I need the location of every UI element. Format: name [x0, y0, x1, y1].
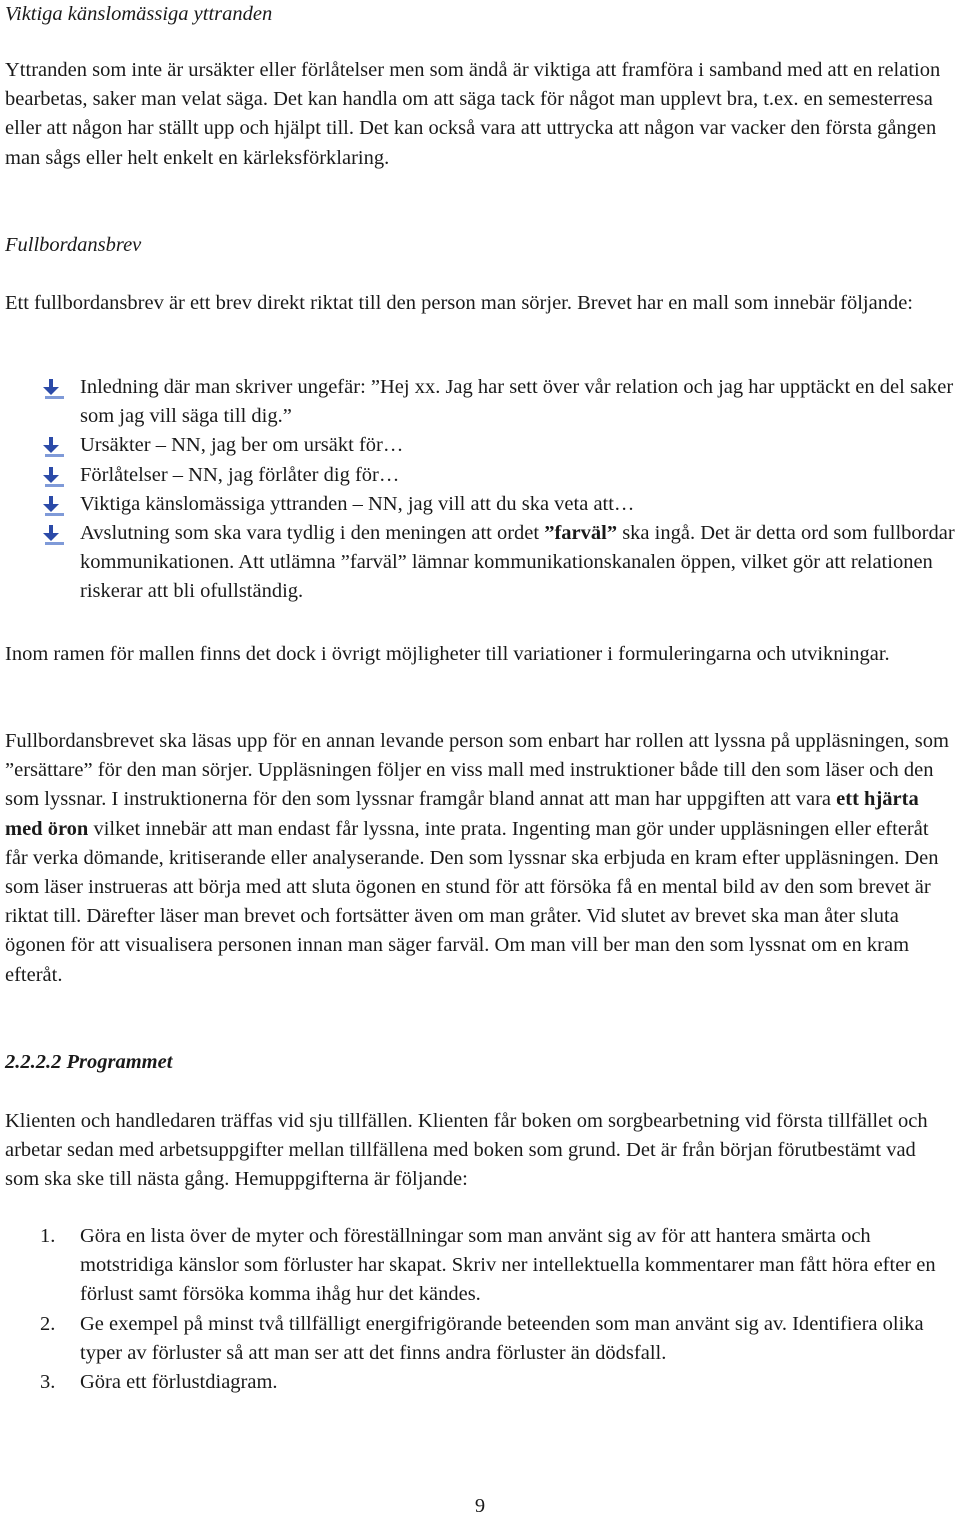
- list-item: [0, 461, 960, 490]
- paragraph-letter-intro: Ett fullbordansbrev är ett brev direkt riktat till den person man sörjer. Brevet har en mall som innebär följande:: [5, 292, 913, 314]
- paragraph-reading: [5, 727, 955, 990]
- list-number: 2.: [40, 1312, 56, 1335]
- blue-arrow-bullet-icon: [42, 379, 66, 399]
- bullet-text-before: Avslutning som ska vara tydlig i den meningen att ordet: [80, 522, 545, 545]
- task-text: Ge exempel på minst två tillfälligt energifrigörande beteenden som man använt sig av. Identifiera olika typer av förluster så att man ser att det finns andra förluster än dödsfall.: [80, 1312, 924, 1364]
- blue-arrow-bullet-icon: [42, 467, 66, 487]
- paragraph-emotional: Yttranden som inte är ursäkter eller förlåtelser men som ändå är viktiga att framföra i samband med att en relation bearbetas, saker man velat säga. Det kan handla om att säga tack för något man upplevt bra, t.ex. en semesterresa eller att någon har ställt upp och hjälpt till. Det kan också vara att uttrycka att någon var vacker den första gången man sågs eller helt enkelt en kärleksförklaring.: [5, 59, 941, 169]
- section-heading-letter: Fullbordansbrev: [5, 234, 142, 256]
- bullet-text-after: ska ingå. Det är detta ord som fullbordar kommunikationen. Att utlämna ”farväl” lämnar kommunikationskanalen öppen, vilket gör att relationen riskerar att bli ofullständig.: [80, 522, 955, 603]
- blue-arrow-bullet-icon: [42, 496, 66, 516]
- blue-arrow-bullet-icon: [42, 525, 66, 545]
- list-item: [0, 519, 960, 607]
- blue-arrow-bullet-icon: [42, 437, 66, 457]
- homework-list: [0, 1222, 960, 1397]
- page-number: 9: [474, 1495, 486, 1517]
- reading-text-after: vilket innebär att man endast får lyssna, inte prata. Ingenting man gör under uppläsningen eller efteråt får verka dömande, kritiserande eller analyserande. Den som lyssnar ska erbjuda en kram efter uppläsningen. Den som läser instrueras att börja med att sluta ögonen en stund för att försöka få en mental bild av den som brevet är riktat till. Därefter läser man brevet och fortsätter även om man gråter. Vid slutet av brevet ska man åter sluta ögonen för att visualisera personen innan man säger farväl. Om man vill ber man den som lyssnat om en kram efteråt.: [5, 817, 939, 986]
- list-item: [0, 373, 960, 431]
- task-text: Göra en lista över de myter och föreställningar som man använt sig av för att hantera smärta och motstridiga känslor som förluster har skapat. Skriv ner intellektuella kommentarer man fått höra efter en förlust samt försöka komma ihåg hur det kändes.: [80, 1225, 936, 1306]
- bullet-text-bold: ”farväl”: [544, 522, 618, 545]
- paragraph-program: Klienten och handledaren träffas vid sju tillfällen. Klienten får boken om sorgbearbetning vid första tillfället och arbetar sedan med arbetsuppgifter mellan tillfällena med boken som grund. Det är från början förutbestämt vad som ska ske till nästa gång. Hemuppgifterna är följande:: [5, 1110, 928, 1191]
- bullet-text: Inledning där man skriver ungefär: ”Hej xx. Jag har sett över vår relation och jag har upptäckt en del saker som jag vill säga till dig.”: [80, 376, 954, 428]
- section-heading-emotional: Viktiga känslomässiga yttranden: [5, 3, 273, 25]
- list-number: 1.: [40, 1225, 56, 1247]
- task-text: Göra ett förlustdiagram.: [80, 1371, 278, 1394]
- list-item: [0, 1222, 960, 1310]
- template-bullet-list: [0, 373, 960, 607]
- section-heading-program: 2.2.2.2 Programmet: [5, 1051, 173, 1073]
- list-item: [0, 1368, 960, 1397]
- reading-text-bold: ett hjärta med öron: [5, 788, 919, 840]
- bullet-text: Viktiga känslomässiga yttranden – NN, jag vill att du ska veta att…: [80, 492, 635, 515]
- list-number: 3.: [40, 1371, 56, 1394]
- paragraph-variation: Inom ramen för mallen finns det dock i övrigt möjligheter till variationer i formuleringarna och utvikningar.: [5, 643, 890, 665]
- list-item: [0, 490, 960, 519]
- list-item: [0, 1310, 960, 1368]
- reading-text-before: Fullbordansbrevet ska läsas upp för en annan levande person som enbart har rollen att lyssna på uppläsningen, som ”ersättare” för den man sörjer. Uppläsningen följer en viss mall med instruktioner både till den som läser och den som lyssnar. I instruktionerna för den som lyssnar framgår bland annat att man har uppgiften att vara: [5, 730, 949, 811]
- list-item: [0, 431, 960, 460]
- bullet-text: Ursäkter – NN, jag ber om ursäkt för…: [80, 434, 404, 457]
- bullet-text: Förlåtelser – NN, jag förlåter dig för…: [80, 463, 400, 486]
